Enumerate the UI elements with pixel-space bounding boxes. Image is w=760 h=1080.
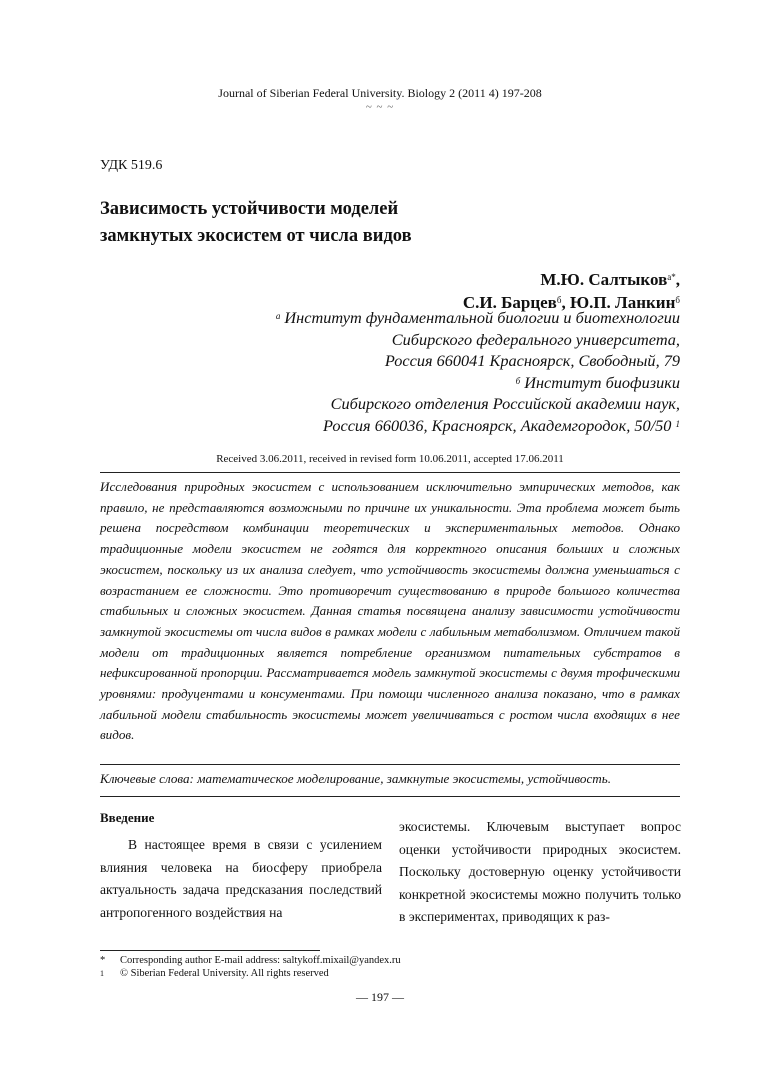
keywords: Ключевые слова: математическое моделирование, замкнутые экосистемы, устойчивость. — [100, 771, 611, 786]
affiliation-line — [276, 307, 680, 329]
affiliation-text: Россия 660036, Красноярск, Академгородок, 50/50 — [322, 415, 672, 435]
affiliation-line — [276, 415, 680, 437]
footnote-1 — [100, 954, 401, 967]
author-name: С.И. Барцев — [462, 293, 557, 312]
affiliation-line: Сибирского федерального университета, — [391, 329, 680, 349]
footnote-rule — [100, 950, 320, 951]
body-column-left — [100, 808, 382, 924]
author-separator: , — [561, 293, 570, 312]
title-line-2: замкнутых экосистем от числа видов — [100, 226, 412, 246]
keywords-rule — [100, 796, 680, 797]
author-superscript: а* — [667, 272, 676, 282]
affiliation-line: Россия 660041 Красноярск, Свободный, 79 — [384, 351, 680, 371]
header-ornament: ~ ~ ~ — [365, 101, 395, 113]
affiliation-text: Институт биофизики — [520, 372, 680, 392]
footnote-mark: 1 — [100, 969, 104, 978]
footnote-text: Corresponding author E-mail address: saltykoff.mixail@yandex.ru — [120, 955, 401, 966]
udk-code: УДК 519.6 — [100, 158, 163, 173]
affiliation-line — [276, 372, 680, 394]
author-line-1 — [463, 268, 680, 291]
section-heading-intro: Введение — [100, 810, 155, 825]
body-column-right — [399, 816, 681, 929]
abstract: Исследования природных экосистем с использованием исключительно эмпирических методов, как правило, не представляются возможными по причине их уникальности. Эта проблема может быть решена посредством комбинации теоретических и экспериментальных методов. Однако традиционные модели экосистем не годятся для корректного описания больших и сложных экосистем, поскольку из их анализа следует, что устойчивость экосистемы должна уменьшаться с возрастанием ее сложности. Это противоречит существованию в природе большого количества стабильных и сложных экосистем. Данная статья посвящена анализу зависимости устойчивости замкнутой экосистемы от числа видов в рамках модели с лабильным метаболизмом. Отличием такой модели от традиционных является потребление организмом питательных субстратов в нефиксированной пропорции. Рассматривается модель замкнутой экосистемы с двумя трофическими уровнями: продуцентами и консументами. При помощи численного анализа показано, что в рамках лабильной модели стабильность экосистемы может увеличиваться с ростом числа входящих в нее видов. — [100, 479, 680, 743]
title-line-1: Зависимость устойчивости моделей — [100, 199, 399, 219]
received-dates: Received 3.06.2011, received in revised form 10.06.2011, accepted 17.06.2011 — [216, 453, 564, 465]
affiliation-text: Институт фундаментальной биологии и биотехнологии — [280, 308, 680, 327]
page-number: — 197 — — [356, 990, 404, 1004]
abstract-top-rule — [100, 472, 680, 473]
affiliation-superscript: б — [515, 375, 521, 386]
footnote-2 — [100, 967, 329, 980]
journal-header: Journal of Siberian Federal University. Biology 2 (2011 4) 197-208 — [218, 86, 542, 100]
abstract-bottom-rule — [100, 764, 680, 765]
footnote-ref-superscript: 1 — [675, 418, 680, 429]
body-paragraph: экосистемы. Ключевым выступает вопрос оценки устойчивости природных экосистем. Поскольку достоверную оценку устойчивости конкретной экосистемы можно получить только в экспериментах, приводящих к раз- — [399, 819, 681, 925]
article-title — [100, 196, 412, 250]
author-superscript: б — [556, 295, 562, 305]
author-name: Ю.П. Ланкин — [569, 293, 676, 312]
footnote-mark: * — [100, 955, 106, 966]
affiliations-block — [276, 307, 680, 437]
body-paragraph: В настоящее время в связи с усилением влияния человека на биосферу приобрела актуальность задача предсказания последствий антропогенного воздействия на — [100, 837, 382, 920]
author-punct: , — [675, 270, 680, 289]
affiliation-line: Сибирского отделения Российской академии наук, — [330, 394, 680, 414]
footnote-text: © Siberian Federal University. All rights reserved — [120, 968, 329, 979]
author-name: М.Ю. Салтыков — [540, 270, 668, 289]
affiliation-superscript: а — [275, 311, 281, 321]
author-superscript: б — [675, 295, 680, 305]
